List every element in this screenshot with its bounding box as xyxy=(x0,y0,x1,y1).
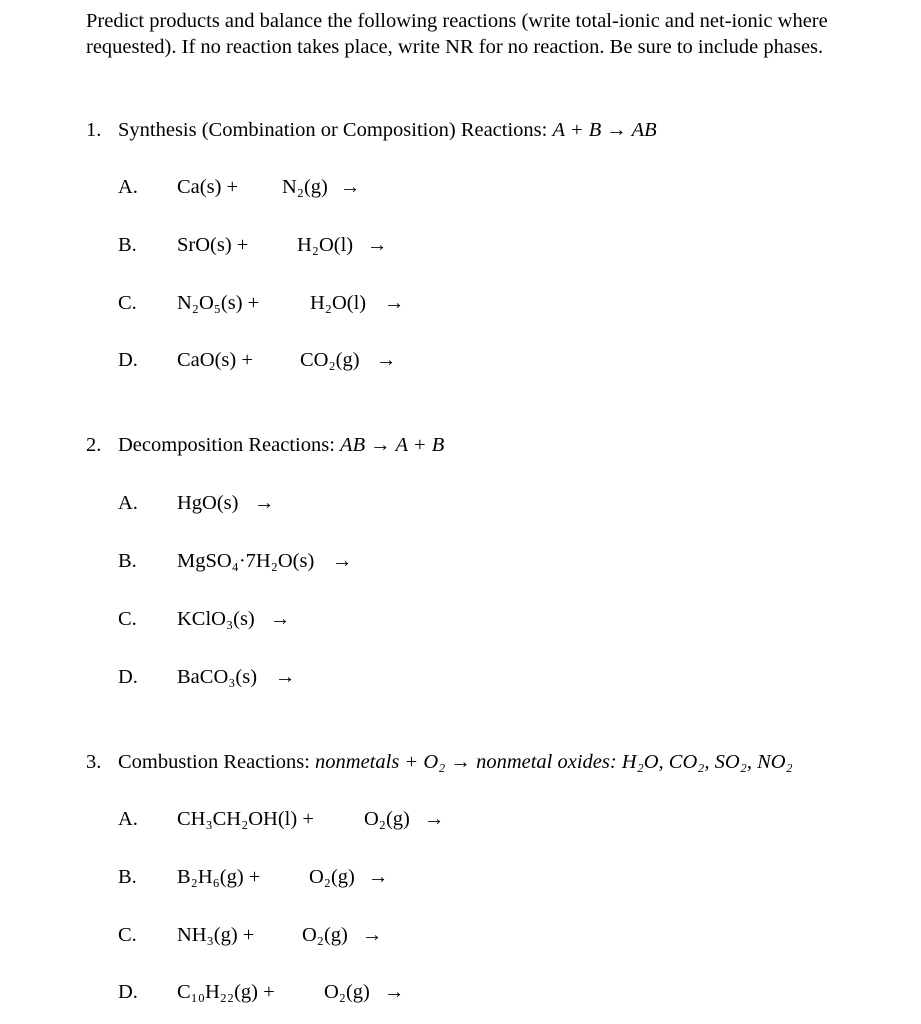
reactant-1: CaO(s) + xyxy=(177,349,253,371)
reactant-2: H₂O(l) xyxy=(297,234,354,256)
reactant-1: HgO(s) xyxy=(177,492,239,514)
item-letter: A. xyxy=(118,176,138,198)
section-heading-synthesis xyxy=(86,117,657,143)
reactant-1: C₁₀H₂₂(g) + xyxy=(177,981,275,1003)
section-heading-decomposition xyxy=(86,432,444,458)
arrow-icon: → xyxy=(340,176,361,198)
arrow-icon: → xyxy=(367,234,388,256)
reactant-1: KClO₃(s) xyxy=(177,608,255,630)
item-letter: D. xyxy=(118,981,138,1003)
reactant-1: MgSO₄·7H₂O(s) xyxy=(177,550,315,572)
arrow-icon: → xyxy=(376,349,397,371)
item-letter: D. xyxy=(118,666,138,688)
arrow-icon: → xyxy=(270,608,291,630)
section-title: Synthesis (Combination or Composition) Reactions: xyxy=(118,119,548,141)
reactant-1: B₂H₆(g) + xyxy=(177,866,261,888)
reactant-1: SrO(s) + xyxy=(177,234,249,256)
arrow-icon: → xyxy=(275,666,296,688)
section-heading-combustion xyxy=(86,749,793,775)
item-letter: A. xyxy=(118,492,138,514)
arrow-icon: → xyxy=(424,808,445,830)
arrow-icon: → xyxy=(384,292,405,314)
section-number: 1. xyxy=(86,119,102,141)
arrow-icon: → xyxy=(384,981,405,1003)
reactant-1: CH₃CH₂OH(l) + xyxy=(177,808,314,830)
arrow-icon: → xyxy=(332,550,353,572)
reactant-1: Ca(s) + xyxy=(177,176,239,198)
item-letter: A. xyxy=(118,808,138,830)
reactant-2: O₂(g) xyxy=(364,808,410,830)
section-pattern: A + B → AB xyxy=(552,119,657,141)
section-pattern: nonmetals + O₂ → nonmetal oxides: H₂O, CO₂, SO₂, NO₂ xyxy=(315,751,793,773)
reactant-2: O₂(g) xyxy=(302,924,348,946)
reactant-2: N₂(g) xyxy=(282,176,328,198)
item-letter: C. xyxy=(118,292,137,314)
section-title: Decomposition Reactions: xyxy=(118,434,335,456)
arrow-icon: → xyxy=(254,492,275,514)
section-title: Combustion Reactions: xyxy=(118,751,310,773)
reactant-1: N₂O₅(s) + xyxy=(177,292,260,314)
reactant-1: NH₃(g) + xyxy=(177,924,255,946)
reactant-2: O₂(g) xyxy=(309,866,355,888)
item-letter: B. xyxy=(118,234,137,256)
section-pattern: AB → A + B xyxy=(340,434,445,456)
item-letter: B. xyxy=(118,550,137,572)
item-letter: B. xyxy=(118,866,137,888)
arrow-icon: → xyxy=(368,866,389,888)
instructions-text: Predict products and balance the following reactions (write total-ionic and net-ionic where requested). If no reaction takes place, write NR for no reaction. Be sure to include phases. xyxy=(86,10,828,58)
reactant-2: CO₂(g) xyxy=(300,349,360,371)
section-number: 3. xyxy=(86,751,102,773)
reactant-1: BaCO₃(s) xyxy=(177,666,258,688)
reactant-2: H₂O(l) xyxy=(310,292,367,314)
item-letter: C. xyxy=(118,924,137,946)
item-letter: D. xyxy=(118,349,138,371)
section-number: 2. xyxy=(86,434,102,456)
item-letter: C. xyxy=(118,608,137,630)
arrow-icon: → xyxy=(362,924,383,946)
reactant-2: O₂(g) xyxy=(324,981,370,1003)
